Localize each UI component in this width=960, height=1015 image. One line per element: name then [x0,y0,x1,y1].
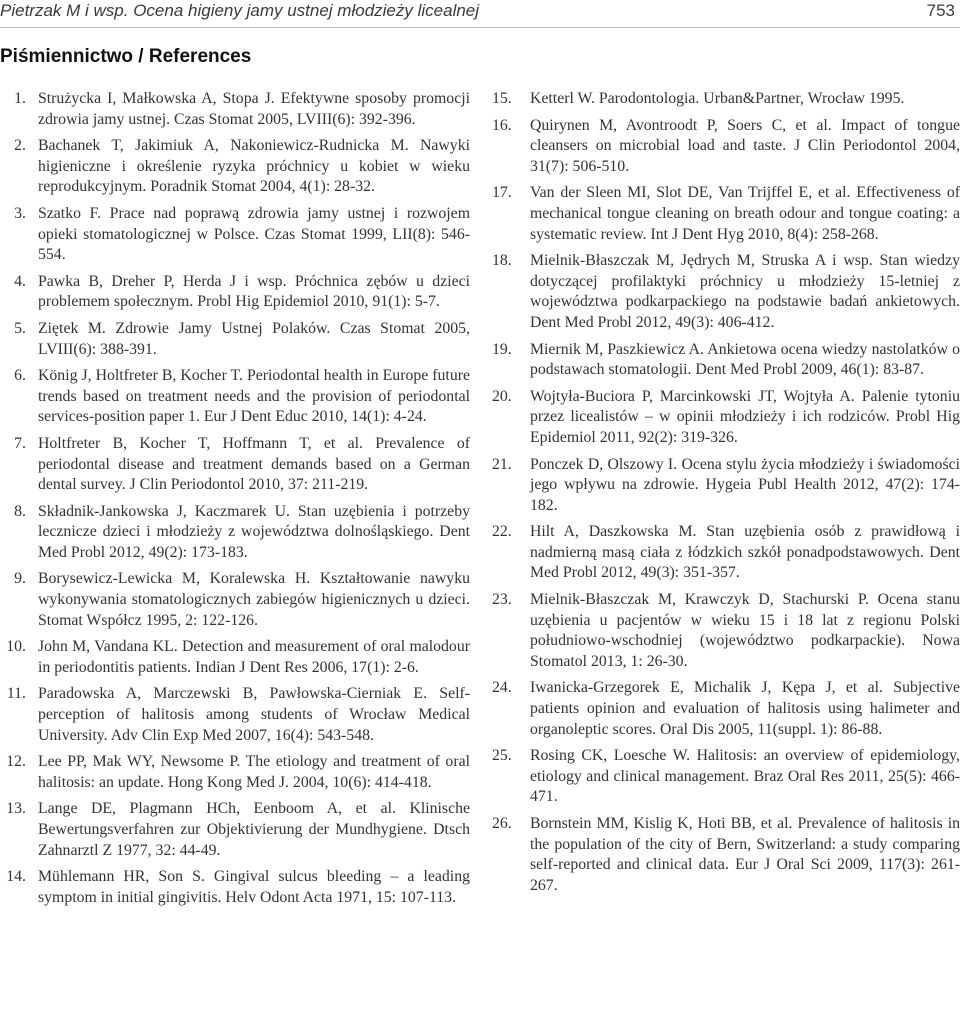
reference-item [0,272,470,313]
reference-text: Szatko F. Prace nad poprawą zdrowia jamy ustnej i rozwojem opieki stomatologicznej w Polsce. Czas Stomat 1999, LII(8): 546-554. [38,204,470,264]
reference-text: Iwanicka-Grzegorek E, Michalik J, Kępa J, et al. Subjective patients opinion and evaluation of halitosis using halimeter and organoleptic scores. Oral Dis 2005, 11(suppl. 1): 86-88. [530,679,960,738]
reference-text: Borysewicz-Lewicka M, Koralewska H. Kształtowanie nawyku wykonywania stomatologicznych zabiegów higienicznych u dzieci. Stomat Współcz 1995, 2: 122-126. [38,570,470,629]
reference-item [492,251,960,333]
reference-number: 19. [492,340,512,358]
reference-number: 3. [14,204,26,222]
reference-number: 23. [492,591,512,609]
reference-text: Paradowska A, Marczewski B, Pawłowska-Cierniak E. Self-perception of halitosis among students of Wrocław Medical University. Adv Clin Exp Med 2007, 16(4): 543-548. [38,685,470,744]
reference-item [492,387,960,449]
reference-number: 1. [14,90,26,107]
reference-text: Strużycka I, Małkowska A, Stopa J. Efektywne sposoby promocji zdrowia jamy ustnej. Czas Stomat 2005, LVIII(6): 392-396. [38,90,470,128]
reference-text: König J, Holtfreter B, Kocher T. Periodontal health in Europe future trends based on treatment needs and the provision of periodontal services-position paper 1. Eur J Dent Educ 2010, 14(1): 4-24. [38,367,470,426]
reference-text: Wojtyła-Buciora P, Marcinkowski JT, Wojtyła A. Palenie tytoniu przez licealistów – w opinii młodzieży i ich rodziców. Probl Hig Epidemiol 2011, 92(2): 319-326. [530,387,960,446]
reference-item [492,340,960,381]
reference-item [0,752,470,793]
reference-number: 5. [14,319,26,337]
reference-item [0,799,470,861]
reference-item [492,455,960,517]
reference-number: 2. [14,137,26,155]
reference-number: 8. [14,502,26,520]
header-rule [0,27,960,28]
reference-number: 9. [14,570,26,588]
reference-text: Ponczek D, Olszowy I. Ocena stylu życia młodzieży i świadomości jego wpływu na zdrowie. Hygeia Publ Health 2012, 47(2): 174-182. [530,455,960,514]
reference-number: 7. [14,434,26,452]
reference-text: Hilt A, Daszkowska M. Stan uzębienia osób z prawidłową i nadmierną masą ciała z łódzkich szkół ponadpodstawowych. Dent Med Probl 2012, 49(3): 351-357. [530,523,960,582]
reference-text: Bachanek T, Jakimiuk A, Nakoniewicz-Rudnicka M. Nawyki higieniczne i określenie ryzyka próchnicy u kobiet w wieku reprodukcyjnym. Poradnik Stomat 2004, 4(1): 28-32. [38,137,470,196]
reference-item [492,183,960,245]
reference-number: 15. [492,90,512,107]
reference-text: Miernik M, Paszkiewicz A. Ankietowa ocena wiedzy nastolatków o podstawach stomatologii. Dent Med Probl 2009, 46(1): 83-87. [530,340,960,379]
reference-text: Quirynen M, Avontroodt P, Soers C, et al. Impact of tongue cleansers on microbial load and taste. J Clin Periodontol 2004, 31(7): 506-510. [530,116,960,175]
page-number: 753 [926,1,955,20]
reference-item [492,814,960,896]
reference-item [492,89,960,110]
reference-item [0,684,470,746]
reference-text: Ziętek M. Zdrowie Jamy Ustnej Polaków. Czas Stomat 2005, LVIII(6): 388-391. [38,319,470,358]
reference-number: 17. [492,184,512,202]
reference-text: Rosing CK, Loesche W. Halitosis: an overview of epidemiology, etiology and clinical management. Braz Oral Res 2011, 25(5): 466-471. [530,747,960,806]
reference-text: Składnik-Jankowska J, Kaczmarek U. Stan uzębienia i potrzeby lecznicze dzieci i młodzieży z województwa dolnośląskiego. Dent Med Probl 2012, 49(2): 173-183. [38,502,470,561]
reference-number: 12. [6,753,26,771]
reference-number: 6. [14,367,26,385]
reference-item [492,746,960,808]
reference-number: 11. [6,685,26,703]
references-right-column [492,89,960,902]
reference-text: Pawka B, Dreher P, Herda J i wsp. Próchnica zębów u dzieci problemem społecznym. Probl Hig Epidemiol 2010, 91(1): 5-7. [38,272,470,311]
running-title: Pietrzak M i wsp. Ocena higieny jamy ustnej młodzieży licealnej [0,1,480,20]
reference-number: 4. [14,272,26,290]
reference-text: Mielnik-Błaszczak M, Krawczyk D, Stachurski P. Ocena stanu uzębienia u pacjentów w wieku 15 i 18 lat z regionu Polski południowo-wschodniej (województwo podkarpackie). Nowa Stomatol 2013, 1: 26-30. [530,591,960,670]
reference-text: John M, Vandana KL. Detection and measurement of oral malodour in periodontitis patients. Indian J Dent Res 2006, 17(1): 2-6. [38,638,470,676]
reference-item [0,569,470,631]
reference-text: Mühlemann HR, Son S. Gingival sulcus bleeding – a leading symptom in initial gingivitis. Helv Odont Acta 1971, 15: 107-113. [38,868,470,906]
reference-number: 18. [492,252,512,270]
reference-number: 22. [492,523,512,541]
reference-item [0,89,470,130]
reference-item [0,319,470,360]
reference-item [0,502,470,564]
reference-text: Van der Sleen MI, Slot DE, Van Trijffel E, et al. Effectiveness of mechanical tongue cleaning on breath odour and tongue coating: a systematic review. Int J Dent Hyg 2010, 8(4): 258-268. [530,184,960,243]
reference-number: 20. [492,387,512,405]
reference-item [492,522,960,584]
reference-text: Mielnik-Błaszczak M, Jędrych M, Struska A i wsp. Stan wiedzy dotyczącej profilaktyki próchnicy u młodzieży 15-letniej z województwa podkarpackiego na podstawie badań ankietowych. Dent Med Probl 2012, 49(3): 406-412. [530,252,960,331]
reference-number: 16. [492,116,512,134]
reference-text: Lee PP, Mak WY, Newsome P. The etiology and treatment of oral halitosis: an update. Hong Kong Med J. 2004, 10(6): 414-418. [38,753,470,791]
reference-number: 21. [492,455,512,473]
reference-number: 14. [6,868,26,886]
reference-text: Holtfreter B, Kocher T, Hoffmann T, et al. Prevalence of periodontal disease and treatment demands based on a German dental survey. J Clin Periodontol 2010, 37: 211-219. [38,434,470,494]
reference-item [0,366,470,428]
reference-item [0,867,470,908]
running-header [0,0,960,28]
reference-number: 24. [492,679,512,697]
references-left-column [0,89,470,914]
reference-number: 13. [6,800,26,818]
reference-text: Lange DE, Plagmann HCh, Eenboom A, et al. Klinische Bewertungsverfahren zur Objektivierung der Mundhygiene. Dtsch Zahnarztl Z 1977, 32: 44-49. [38,800,470,859]
reference-text: Ketterl W. Parodontologia. Urban&Partner, Wrocław 1995. [530,90,905,107]
section-title: Piśmiennictwo / References [0,46,252,67]
reference-item [0,434,470,496]
reference-item [0,204,470,266]
reference-text: Bornstein MM, Kislig K, Hoti BB, et al. Prevalence of halitosis in the population of the city of Bern, Switzerland: a study comparing self-reported and clinical data. Eur J Oral Sci 2009, 117(3): 261-267. [530,815,960,894]
reference-number: 10. [6,638,26,656]
reference-number: 26. [492,815,512,832]
reference-item [492,678,960,740]
reference-item [0,136,470,198]
reference-number: 25. [492,747,512,765]
reference-item [492,116,960,178]
reference-item [0,637,470,678]
reference-item [492,590,960,672]
